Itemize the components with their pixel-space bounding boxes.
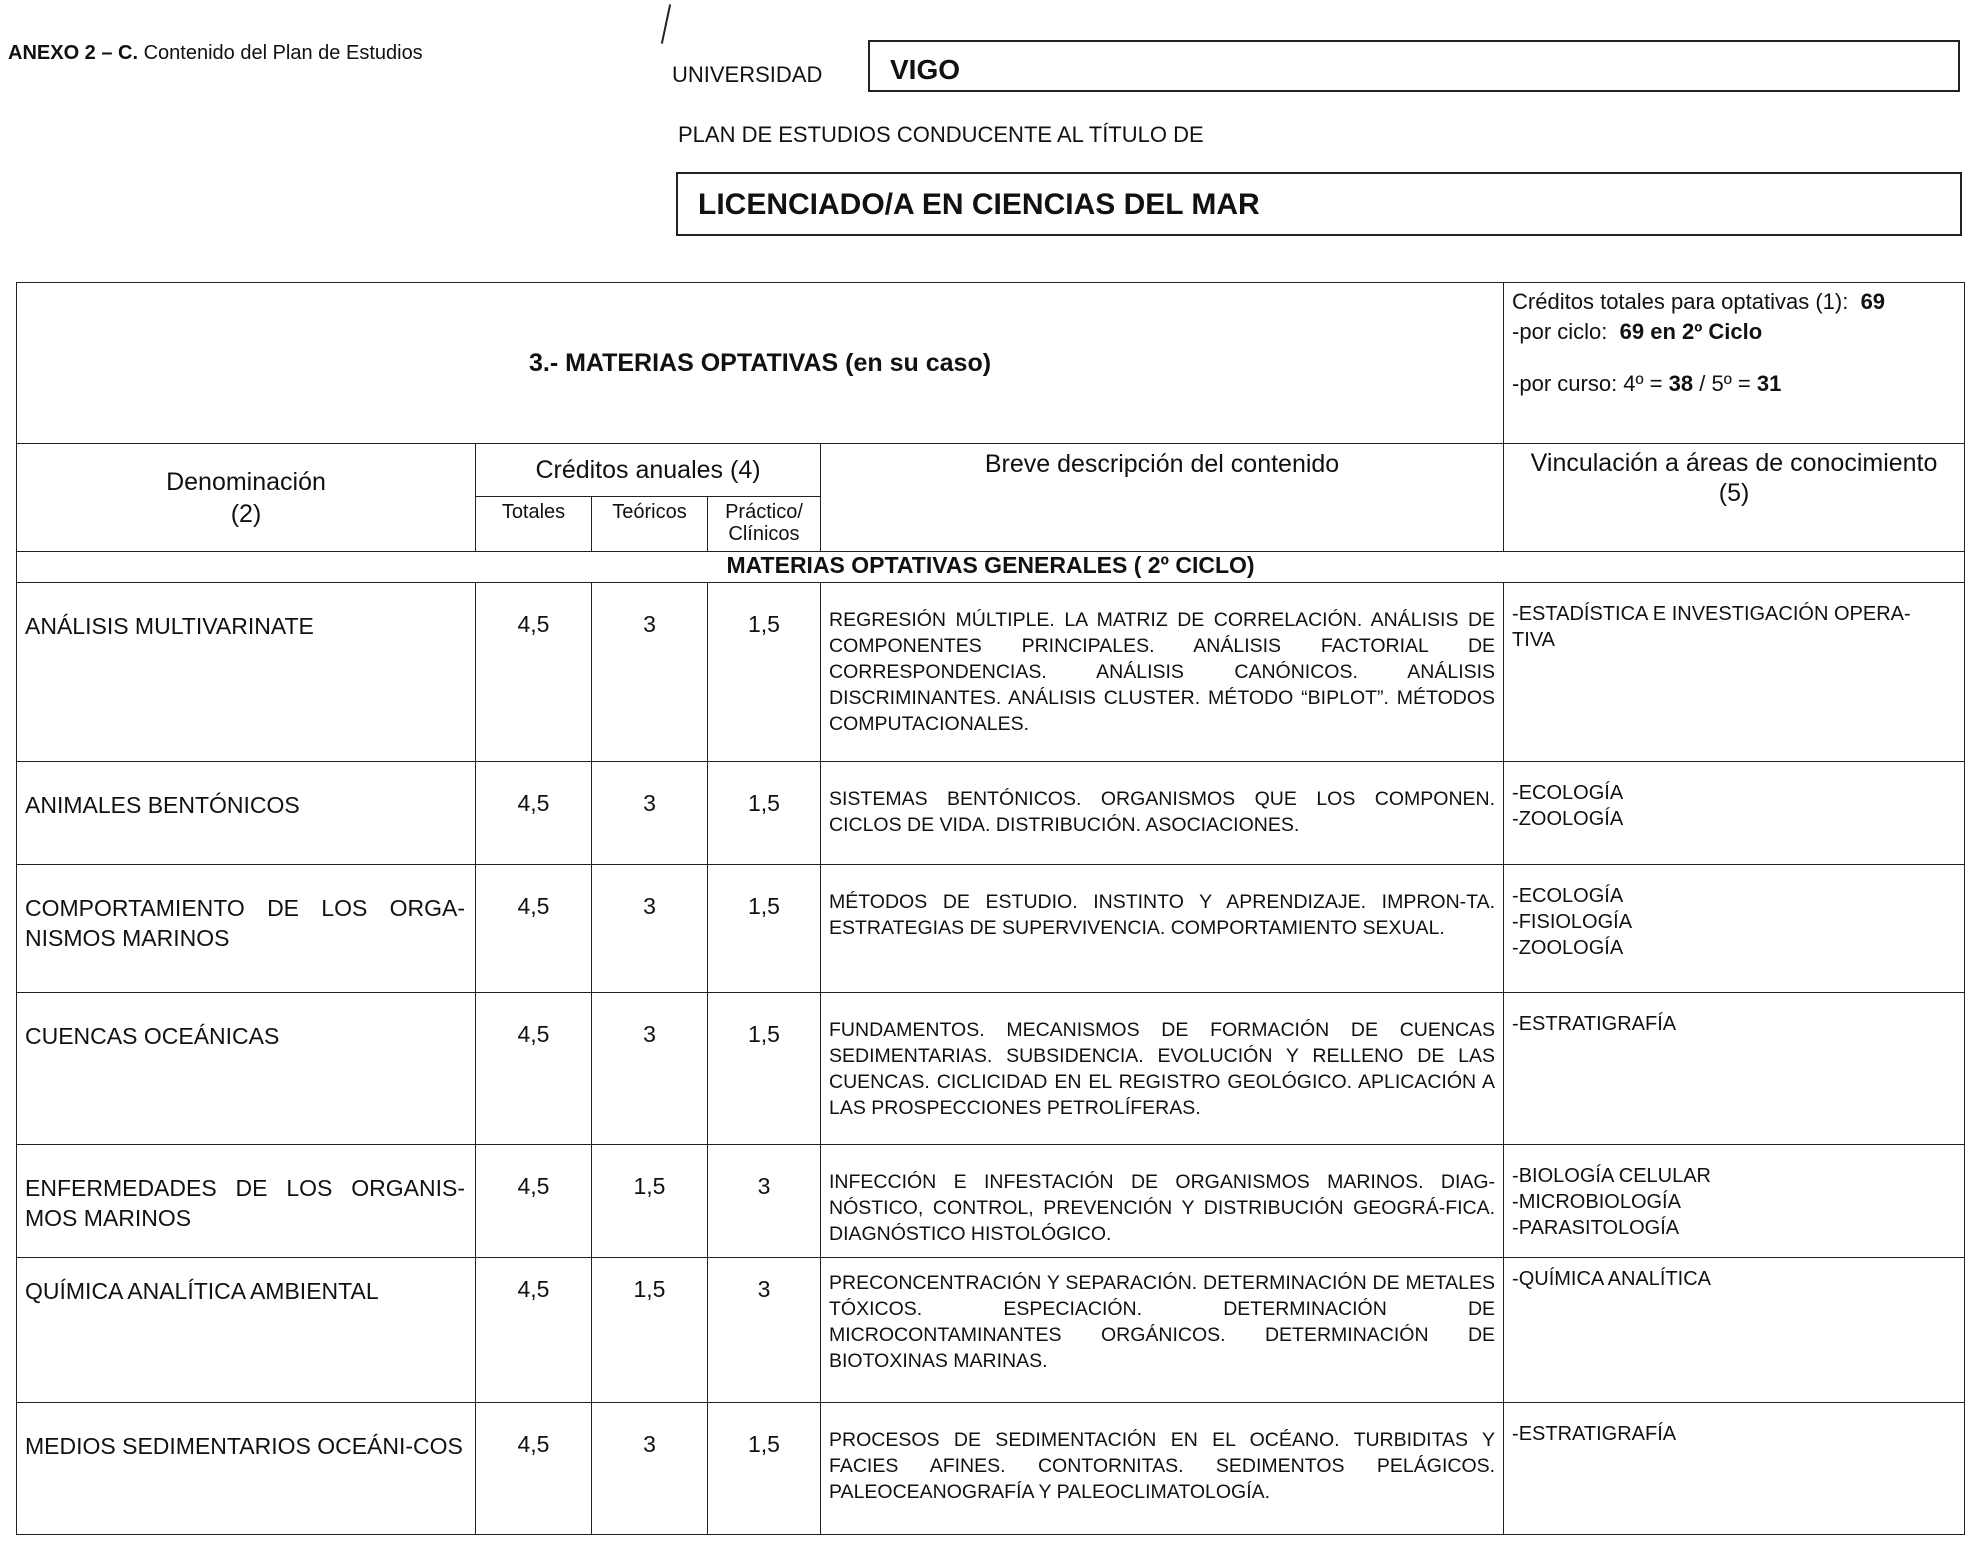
col-vinculacion-label: Vinculación a áreas de conocimiento: [1530, 449, 1938, 477]
credits-totales: 4,5: [476, 993, 592, 1145]
subject-description: SISTEMAS BENTÓNICOS. ORGANISMOS QUE LOS COMPONEN. CICLOS DE VIDA. DISTRIBUCIÓN. ASOCIACIONES.: [821, 762, 1504, 865]
subject-areas: [1504, 762, 1965, 865]
group-row: [17, 552, 1965, 583]
credits-total: [1512, 287, 1956, 317]
por-curso-sep: / 5º =: [1693, 371, 1751, 396]
annex-text: Contenido del Plan de Estudios: [138, 42, 423, 64]
table-title-row: [17, 283, 1965, 444]
subject-areas: [1504, 1145, 1965, 1258]
group-label: MATERIAS OPTATIVAS GENERALES ( 2º CICLO): [17, 552, 1965, 583]
por-curso: [1512, 369, 1956, 399]
credits-summary: [1504, 283, 1965, 444]
credits-totales: 4,5: [476, 583, 592, 762]
col-denominacion-note: (2): [230, 499, 262, 528]
credits-total-label: Créditos totales para optativas (1):: [1512, 289, 1849, 314]
subject-areas: [1504, 1258, 1965, 1403]
credits-practicos: 1,5: [708, 1403, 821, 1535]
degree-title: LICENCIADO/A EN CIENCIAS DEL MAR: [676, 172, 1962, 236]
subject-name: ANIMALES BENTÓNICOS: [17, 762, 476, 865]
subject-areas: [1504, 993, 1965, 1145]
por-ciclo-label: -por ciclo:: [1512, 319, 1608, 344]
credits-teoricos: 1,5: [592, 1258, 708, 1403]
areas-text: -ESTRATIGRAFÍA: [1512, 1013, 1677, 1035]
credits-totales: 4,5: [476, 865, 592, 993]
col-totales: Totales: [476, 497, 592, 552]
areas-text: -ECOLOGÍA -ZOOLOGÍA: [1512, 782, 1624, 830]
col-teoricos: Teóricos: [592, 497, 708, 552]
col-denominacion-label: Denominación: [166, 467, 326, 496]
subject-areas: [1504, 865, 1965, 993]
areas-text: -ESTADÍSTICA E INVESTIGACIÓN OPERA- TIVA: [1512, 603, 1911, 651]
subject-areas: [1504, 583, 1965, 762]
subject-description: PROCESOS DE SEDIMENTACIÓN EN EL OCÉANO. TURBIDITAS Y FACIES AFINES. CONTORNITAS. SEDIMENTOS PELÁGICOS. PALEOCEANOGRAFÍA Y PALEOCLIMATOLOGÍA.: [821, 1403, 1504, 1535]
areas-text: -BIOLOGÍA CELULAR -MICROBIOLOGÍA -PARASITOLOGÍA: [1512, 1165, 1712, 1239]
por-ciclo-value: 69 en 2º Ciclo: [1619, 319, 1763, 344]
credits-teoricos: 3: [592, 583, 708, 762]
credits-practicos: 3: [708, 1258, 821, 1403]
table-row: [17, 1258, 1965, 1403]
credits-practicos: 1,5: [708, 993, 821, 1145]
subject-name: MEDIOS SEDIMENTARIOS OCEÁNI-COS: [17, 1403, 476, 1535]
credits-teoricos: 3: [592, 1403, 708, 1535]
credits-teoricos: 3: [592, 993, 708, 1145]
subject-name: COMPORTAMIENTO DE LOS ORGA-NISMOS MARINOS: [17, 865, 476, 993]
col-vinculacion-note: (5): [1718, 479, 1750, 507]
table-row: [17, 583, 1965, 762]
subject-areas: [1504, 1403, 1965, 1535]
optativas-table: [16, 282, 1965, 1535]
credits-practicos: 1,5: [708, 865, 821, 993]
col-creditos: Créditos anuales (4): [476, 444, 821, 497]
table-row: [17, 865, 1965, 993]
annex-caption: [8, 42, 423, 65]
subject-description: MÉTODOS DE ESTUDIO. INSTINTO Y APRENDIZAJE. IMPRON-TA. ESTRATEGIAS DE SUPERVIVENCIA. COMPORTAMIENTO SEXUAL.: [821, 865, 1504, 993]
col-descripcion: Breve descripción del contenido: [821, 444, 1504, 552]
credits-practicos: 1,5: [708, 583, 821, 762]
table-row: [17, 1145, 1965, 1258]
subject-name: CUENCAS OCEÁNICAS: [17, 993, 476, 1145]
por-curso-5: 31: [1756, 371, 1782, 396]
pen-mark: [661, 4, 671, 44]
col-denominacion: [17, 444, 476, 552]
areas-text: -ECOLOGÍA -FISIOLOGÍA -ZOOLOGÍA: [1512, 885, 1633, 959]
credits-teoricos: 3: [592, 865, 708, 993]
por-ciclo: [1512, 317, 1956, 347]
column-header-row: [17, 444, 1965, 497]
credits-practicos: 1,5: [708, 762, 821, 865]
col-vinculacion: [1504, 444, 1965, 552]
section-title: 3.- MATERIAS OPTATIVAS (en su caso): [17, 283, 1504, 444]
table-row: [17, 993, 1965, 1145]
plan-label: PLAN DE ESTUDIOS CONDUCENTE AL TÍTULO DE: [678, 122, 1204, 147]
subject-name: ANÁLISIS MULTIVARINATE: [17, 583, 476, 762]
por-curso-label: -por curso: 4º =: [1512, 371, 1663, 396]
credits-totales: 4,5: [476, 1258, 592, 1403]
areas-text: -QUÍMICA ANALÍTICA: [1512, 1268, 1711, 1290]
universidad-label: UNIVERSIDAD: [672, 62, 823, 87]
credits-teoricos: 1,5: [592, 1145, 708, 1258]
subject-description: FUNDAMENTOS. MECANISMOS DE FORMACIÓN DE CUENCAS SEDIMENTARIAS. SUBSIDENCIA. EVOLUCIÓN Y RELLENO DE LAS CUENCAS. CICLICIDAD EN EL REGISTRO GEOLÓGICO. APLICACIÓN A LAS PROSPECCIONES PETROLÍFERAS.: [821, 993, 1504, 1145]
por-curso-4: 38: [1668, 371, 1694, 396]
subject-description: REGRESIÓN MÚLTIPLE. LA MATRIZ DE CORRELACIÓN. ANÁLISIS DE COMPONENTES PRINCIPALES. ANÁLISIS FACTORIAL DE CORRESPONDENCIAS. ANÁLISIS CANÓNICOS. ANÁLISIS DISCRIMINANTES. ANÁLISIS CLUSTER. MÉTODO “BIPLOT”. MÉTODOS COMPUTACIONALES.: [821, 583, 1504, 762]
subject-description: PRECONCENTRACIÓN Y SEPARACIÓN. DETERMINACIÓN DE METALES TÓXICOS. ESPECIACIÓN. DETERMINACIÓN DE MICROCONTAMINANTES ORGÁNICOS. DETERMINACIÓN DE BIOTOXINAS MARINAS.: [821, 1258, 1504, 1403]
annex-label: ANEXO 2 – C.: [8, 42, 139, 64]
areas-text: -ESTRATIGRAFÍA: [1512, 1423, 1677, 1445]
subject-name: ENFERMEDADES DE LOS ORGANIS-MOS MARINOS: [17, 1145, 476, 1258]
col-practicos: Práctico/ Clínicos: [708, 497, 821, 552]
table-row: [17, 1403, 1965, 1535]
credits-totales: 4,5: [476, 1403, 592, 1535]
subject-description: INFECCIÓN E INFESTACIÓN DE ORGANISMOS MARINOS. DIAG-NÓSTICO, CONTROL, PREVENCIÓN Y DISTRIBUCIÓN GEOGRÁ-FICA. DIAGNÓSTICO HISTOLÓGICO.: [821, 1145, 1504, 1258]
credits-totales: 4,5: [476, 762, 592, 865]
universidad-value: VIGO: [868, 40, 1960, 92]
subject-name: QUÍMICA ANALÍTICA AMBIENTAL: [17, 1258, 476, 1403]
table-row: [17, 762, 1965, 865]
credits-totales: 4,5: [476, 1145, 592, 1258]
credits-teoricos: 3: [592, 762, 708, 865]
credits-total-value: 69: [1860, 289, 1886, 314]
credits-practicos: 3: [708, 1145, 821, 1258]
